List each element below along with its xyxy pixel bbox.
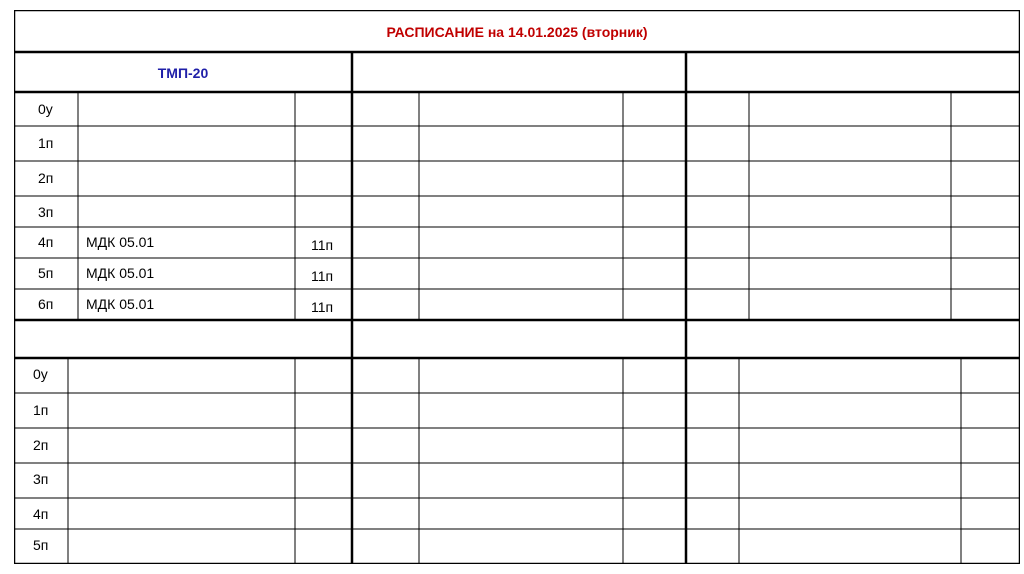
period-label: 4п xyxy=(33,506,49,522)
group-name: ТМП-20 xyxy=(157,65,209,81)
period-label: 2п xyxy=(33,437,49,453)
room-cell: 11п xyxy=(311,268,334,284)
room-cell: 11п xyxy=(311,299,334,315)
subject-cell: МДК 05.01 xyxy=(86,296,155,312)
subject-cell: МДК 05.01 xyxy=(86,265,155,281)
period-label: 0у xyxy=(38,101,53,117)
period-label: 2п xyxy=(38,170,54,186)
room-cell: 11п xyxy=(311,237,334,253)
period-label: 1п xyxy=(33,402,49,418)
period-label: 5п xyxy=(38,265,54,281)
period-label: 5п xyxy=(33,537,49,553)
period-label: 3п xyxy=(33,471,49,487)
period-label: 1п xyxy=(38,135,54,151)
subject-cell: МДК 05.01 xyxy=(86,234,155,250)
schedule-title: РАСПИСАНИЕ на 14.01.2025 (вторник) xyxy=(386,24,648,40)
schedule-sheet xyxy=(14,10,1020,564)
period-label: 0у xyxy=(33,366,48,382)
period-label: 6п xyxy=(38,296,54,312)
schedule-grid xyxy=(14,10,1020,564)
period-label: 3п xyxy=(38,204,54,220)
period-label: 4п xyxy=(38,234,54,250)
